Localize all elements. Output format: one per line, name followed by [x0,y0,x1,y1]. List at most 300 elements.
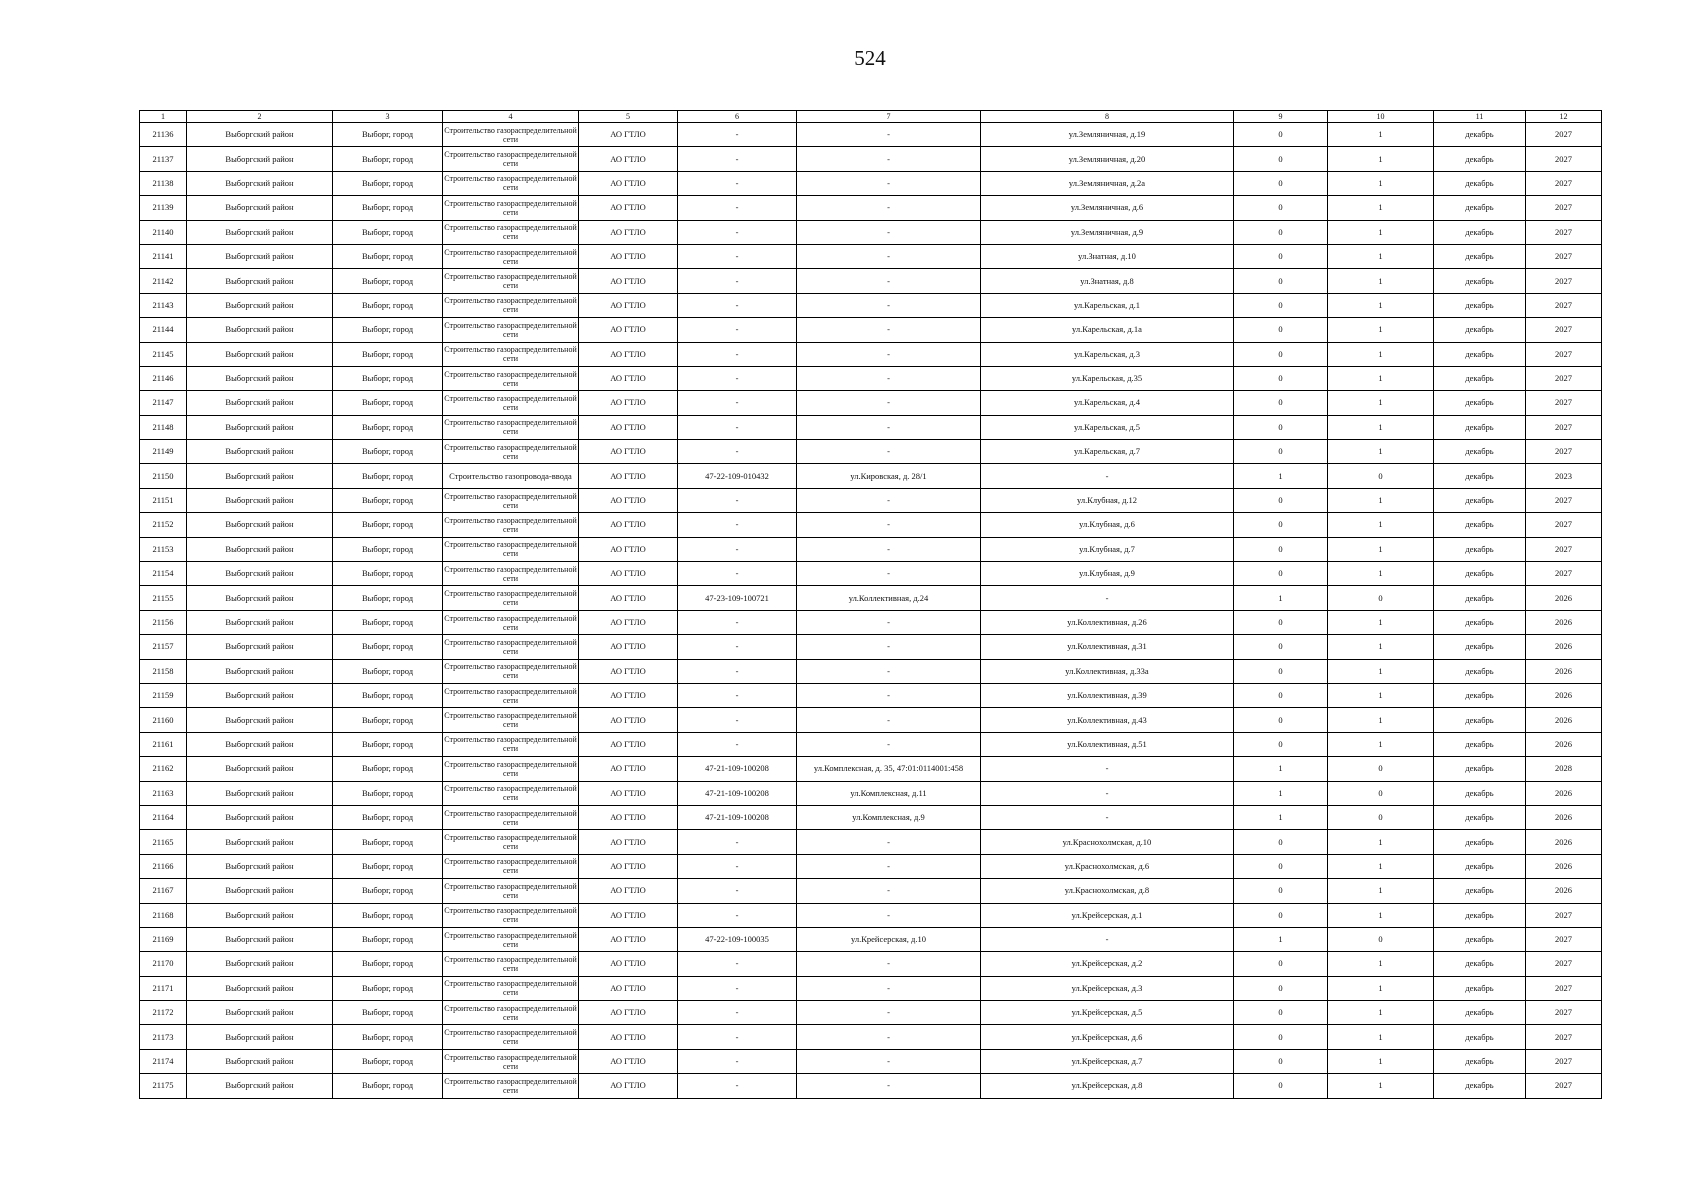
table-cell: ул.Земляничная, д.19 [981,123,1234,147]
table-row [140,635,1602,659]
table-cell: 2027 [1526,976,1602,1000]
table-cell: декабрь [1434,244,1526,268]
table-cell: 0 [1234,391,1328,415]
table-cell: АО ГТЛО [579,147,678,171]
table-cell: АО ГТЛО [579,952,678,976]
table-cell: Строительство газораспределительной сети [443,952,579,976]
table-cell: 21170 [140,952,187,976]
table-cell: 21167 [140,879,187,903]
table-cell: 2027 [1526,196,1602,220]
table-cell: Выборгский район [187,683,333,707]
column-header: 3 [333,111,443,123]
table-cell: АО ГТЛО [579,220,678,244]
table-cell: Выборг, город [333,610,443,634]
table-cell: Строительство газораспределительной сети [443,171,579,195]
table-cell: - [797,683,981,707]
table-cell: 0 [1234,635,1328,659]
table-cell: 0 [1328,805,1434,829]
table-cell: 21145 [140,342,187,366]
table-row [140,830,1602,854]
table-cell: Строительство газораспределительной сети [443,440,579,464]
table-cell: АО ГТЛО [579,318,678,342]
table-cell: - [797,415,981,439]
table-cell: 0 [1234,683,1328,707]
table-row [140,366,1602,390]
table-cell: Выборгский район [187,464,333,488]
table-cell: декабрь [1434,854,1526,878]
table-cell: Выборгский район [187,123,333,147]
table-cell: 21158 [140,659,187,683]
table-cell: Выборгский район [187,757,333,781]
table-cell: Строительство газораспределительной сети [443,732,579,756]
table-cell: - [797,610,981,634]
table-cell: - [797,879,981,903]
table-cell: Выборг, город [333,879,443,903]
table-cell: ул.Карельская, д.5 [981,415,1234,439]
table-cell: - [797,537,981,561]
table-cell: Выборгский район [187,659,333,683]
table-cell: декабрь [1434,318,1526,342]
table-cell: АО ГТЛО [579,879,678,903]
table-cell: Выборгский район [187,976,333,1000]
table-cell: 1 [1328,659,1434,683]
table-row [140,318,1602,342]
table-cell: 1 [1328,830,1434,854]
table-cell: декабрь [1434,123,1526,147]
table-row [140,659,1602,683]
table-row [140,123,1602,147]
table-cell: АО ГТЛО [579,757,678,781]
table-cell: АО ГТЛО [579,269,678,293]
table-cell: Строительство газораспределительной сети [443,781,579,805]
table-cell: АО ГТЛО [579,391,678,415]
table-cell: - [678,952,797,976]
table-cell: Строительство газораспределительной сети [443,147,579,171]
table-cell: АО ГТЛО [579,464,678,488]
table-cell: Выборгский район [187,440,333,464]
table-cell: декабрь [1434,391,1526,415]
table-cell: Выборг, город [333,635,443,659]
table-row [140,220,1602,244]
table-row [140,708,1602,732]
table-cell: Выборг, город [333,415,443,439]
column-header: 1 [140,111,187,123]
table-cell: Выборгский район [187,805,333,829]
table-cell: - [797,952,981,976]
table-cell: 2026 [1526,854,1602,878]
table-cell: 47-23-109-100721 [678,586,797,610]
table-cell: 0 [1234,610,1328,634]
table-cell: Выборгский район [187,244,333,268]
table-cell: Выборг, город [333,562,443,586]
table-row [140,1074,1602,1098]
table-cell: 0 [1234,659,1328,683]
table-cell: Строительство газораспределительной сети [443,879,579,903]
table-cell: Выборгский район [187,415,333,439]
table-cell: - [797,659,981,683]
table-cell: Строительство газопровода-ввода [443,464,579,488]
table-cell: декабрь [1434,171,1526,195]
table-cell: АО ГТЛО [579,610,678,634]
table-cell: - [678,1001,797,1025]
table-cell: 1 [1328,440,1434,464]
table-cell: 21147 [140,391,187,415]
table-cell: Выборг, город [333,732,443,756]
table-cell: 1 [1328,562,1434,586]
table-cell: ул.Крейсерская, д.7 [981,1049,1234,1073]
table-cell: 1 [1328,610,1434,634]
table-cell: - [797,513,981,537]
table-cell: 0 [1234,171,1328,195]
column-header: 8 [981,111,1234,123]
column-header: 2 [187,111,333,123]
table-cell: 2023 [1526,464,1602,488]
table-cell: Выборгский район [187,537,333,561]
table-row [140,1025,1602,1049]
table-cell: 1 [1328,196,1434,220]
table-cell: Выборгский район [187,293,333,317]
table-cell: 2027 [1526,318,1602,342]
table-cell: 2027 [1526,391,1602,415]
table-cell: 21141 [140,244,187,268]
table-cell: 2026 [1526,610,1602,634]
table-cell: 1 [1328,269,1434,293]
table-cell: 21143 [140,293,187,317]
table-row [140,586,1602,610]
table-cell: АО ГТЛО [579,1074,678,1098]
table-cell: АО ГТЛО [579,171,678,195]
table-cell: ул.Карельская, д.4 [981,391,1234,415]
table-cell: - [797,854,981,878]
table-cell: 1 [1328,903,1434,927]
table-row [140,610,1602,634]
table-cell: 1 [1328,220,1434,244]
table-row [140,854,1602,878]
table-cell: - [797,269,981,293]
table-cell: декабрь [1434,513,1526,537]
table-cell: Выборгский район [187,171,333,195]
table-cell: - [678,366,797,390]
table-cell: 0 [1234,1074,1328,1098]
table-cell: декабрь [1434,1049,1526,1073]
table-cell: ул.Крейсерская, д.10 [797,927,981,951]
table-cell: - [678,659,797,683]
table-cell: 1 [1328,1074,1434,1098]
table-cell: ул.Крейсерская, д.1 [981,903,1234,927]
table-cell: ул.Кировская, д. 28/1 [797,464,981,488]
column-header: 5 [579,111,678,123]
table-row [140,293,1602,317]
table-cell: Строительство газораспределительной сети [443,854,579,878]
table-cell: - [797,196,981,220]
table-cell: ул.Комплексная, д.9 [797,805,981,829]
table-row [140,537,1602,561]
table-cell: ул.Клубная, д.12 [981,488,1234,512]
table-cell: 2027 [1526,952,1602,976]
column-header: 7 [797,111,981,123]
table-cell: Строительство газораспределительной сети [443,537,579,561]
table-cell: 0 [1234,1049,1328,1073]
table-cell: 2027 [1526,293,1602,317]
table-cell: ул.Краснохолмская, д.8 [981,879,1234,903]
table-row [140,976,1602,1000]
table-cell: Выборг, город [333,366,443,390]
table-cell: 0 [1234,1001,1328,1025]
table-cell: Выборг, город [333,513,443,537]
table-cell: 1 [1234,927,1328,951]
table-cell: ул.Клубная, д.6 [981,513,1234,537]
table-cell: 0 [1328,464,1434,488]
table-cell: Выборгский район [187,488,333,512]
table-row [140,927,1602,951]
table-cell: 1 [1328,366,1434,390]
table-cell: 2027 [1526,562,1602,586]
table-cell: - [678,440,797,464]
table-cell: 0 [1234,830,1328,854]
table-cell: 0 [1234,488,1328,512]
table-cell: ул.Карельская, д.1а [981,318,1234,342]
table-cell: Строительство газораспределительной сети [443,903,579,927]
table-cell: АО ГТЛО [579,537,678,561]
table-cell: 0 [1234,732,1328,756]
table-cell: 21140 [140,220,187,244]
table-cell: АО ГТЛО [579,1025,678,1049]
table-cell: 1 [1328,1049,1434,1073]
table-cell: декабрь [1434,220,1526,244]
table-cell: 1 [1328,635,1434,659]
table-cell: 21169 [140,927,187,951]
table-cell: ул.Земляничная, д.20 [981,147,1234,171]
table-cell: 0 [1234,147,1328,171]
table-cell: Выборгский район [187,269,333,293]
table-cell: 21148 [140,415,187,439]
table-cell: Выборгский район [187,318,333,342]
table-cell: Строительство газораспределительной сети [443,1001,579,1025]
table-cell: 1 [1328,147,1434,171]
table-cell: 1 [1328,537,1434,561]
table-cell: Строительство газораспределительной сети [443,659,579,683]
table-cell: 0 [1234,537,1328,561]
table-cell: ул.Крейсерская, д.3 [981,976,1234,1000]
table-cell: 1 [1234,757,1328,781]
table-cell: Строительство газораспределительной сети [443,513,579,537]
table-cell: 0 [1328,927,1434,951]
table-row [140,879,1602,903]
table-cell: 1 [1328,1001,1434,1025]
table-cell: 0 [1234,854,1328,878]
table-cell: декабрь [1434,586,1526,610]
table-cell: декабрь [1434,196,1526,220]
table-cell: ул.Коллективная, д.39 [981,683,1234,707]
table-cell: 21174 [140,1049,187,1073]
table-cell: - [678,244,797,268]
table-cell: Выборгский район [187,147,333,171]
table-cell: 0 [1234,318,1328,342]
table-row [140,244,1602,268]
table-cell: ул.Краснохолмская, д.6 [981,854,1234,878]
table-cell: 21150 [140,464,187,488]
table-cell: АО ГТЛО [579,683,678,707]
table-cell: Выборг, город [333,1074,443,1098]
table-cell: - [678,196,797,220]
table-cell: 1 [1328,708,1434,732]
table-cell: 21164 [140,805,187,829]
table-cell: 2027 [1526,123,1602,147]
table-cell: ул.Коллективная, д.26 [981,610,1234,634]
table-cell: АО ГТЛО [579,903,678,927]
table-cell: Выборгский район [187,513,333,537]
table-row [140,1049,1602,1073]
table-cell: - [678,683,797,707]
table-cell: 0 [1234,440,1328,464]
table-cell: - [981,464,1234,488]
table-cell: 1 [1328,488,1434,512]
table-cell: 1 [1328,123,1434,147]
table-cell: - [797,220,981,244]
table-cell: 0 [1234,293,1328,317]
table-cell: 0 [1234,415,1328,439]
table-header-row [140,111,1602,123]
table-cell: Выборг, город [333,659,443,683]
table-cell: декабрь [1434,1025,1526,1049]
table-cell: - [797,318,981,342]
table-cell: декабрь [1434,366,1526,390]
table-cell: - [678,1025,797,1049]
table-cell: - [678,123,797,147]
table-cell: Строительство газораспределительной сети [443,293,579,317]
table-cell: 2028 [1526,757,1602,781]
table-cell: Выборг, город [333,464,443,488]
table-cell: 2027 [1526,366,1602,390]
table-cell: Выборг, город [333,147,443,171]
table-cell: декабрь [1434,635,1526,659]
table-cell: 0 [1234,123,1328,147]
table-cell: Строительство газораспределительной сети [443,488,579,512]
table-cell: 21163 [140,781,187,805]
table-cell: 21144 [140,318,187,342]
table-cell: 21160 [140,708,187,732]
table-cell: Строительство газораспределительной сети [443,586,579,610]
table-row [140,781,1602,805]
table-cell: 1 [1328,683,1434,707]
table-cell: 2027 [1526,342,1602,366]
table-cell: декабрь [1434,147,1526,171]
table-cell: 2027 [1526,1049,1602,1073]
table-cell: Выборг, город [333,854,443,878]
table-cell: декабрь [1434,781,1526,805]
table-cell: Строительство газораспределительной сети [443,927,579,951]
table-cell: 47-22-109-010432 [678,464,797,488]
data-table [139,110,1602,1099]
table-cell: декабрь [1434,293,1526,317]
table-cell: 21168 [140,903,187,927]
table-cell: - [678,220,797,244]
table-cell: 21137 [140,147,187,171]
table-cell: ул.Знатная, д.8 [981,269,1234,293]
table-cell: - [678,293,797,317]
table-cell: ул.Карельская, д.3 [981,342,1234,366]
table-cell: 1 [1328,342,1434,366]
table-cell: 1 [1328,415,1434,439]
table-cell: Выборгский район [187,366,333,390]
table-row [140,683,1602,707]
table-cell: АО ГТЛО [579,1001,678,1025]
table-cell: Выборг, город [333,903,443,927]
table-cell: 21156 [140,610,187,634]
table-cell: 2027 [1526,147,1602,171]
table-cell: - [797,976,981,1000]
table-cell: АО ГТЛО [579,708,678,732]
table-cell: Выборгский район [187,732,333,756]
table-cell: 21159 [140,683,187,707]
table-cell: 21142 [140,269,187,293]
table-cell: 2026 [1526,586,1602,610]
table-cell: Выборгский район [187,220,333,244]
table-cell: ул.Клубная, д.9 [981,562,1234,586]
table-row [140,732,1602,756]
table-cell: АО ГТЛО [579,293,678,317]
table-cell: Выборгский район [187,1049,333,1073]
table-cell: 2027 [1526,927,1602,951]
table-cell: ул.Земляничная, д.2а [981,171,1234,195]
table-cell: Строительство газораспределительной сети [443,123,579,147]
table-cell: 1 [1328,952,1434,976]
table-cell: 21173 [140,1025,187,1049]
table-cell: 2026 [1526,708,1602,732]
table-cell: декабрь [1434,342,1526,366]
table-cell: АО ГТЛО [579,342,678,366]
table-cell: 0 [1234,366,1328,390]
table-cell: 0 [1234,244,1328,268]
table-cell: 1 [1328,879,1434,903]
table-cell: декабрь [1434,757,1526,781]
table-row [140,147,1602,171]
table-cell: 47-22-109-100035 [678,927,797,951]
table-cell: Выборг, город [333,708,443,732]
table-row [140,269,1602,293]
table-cell: Выборгский район [187,196,333,220]
table-cell: 0 [1234,513,1328,537]
table-cell: 47-21-109-100208 [678,757,797,781]
table-cell: - [797,1074,981,1098]
table-cell: 47-21-109-100208 [678,781,797,805]
table-cell: - [797,342,981,366]
table-cell: Строительство газораспределительной сети [443,562,579,586]
table-cell: АО ГТЛО [579,440,678,464]
table-cell: АО ГТЛО [579,562,678,586]
table-cell: декабрь [1434,805,1526,829]
table-cell: 0 [1234,269,1328,293]
table-cell: 1 [1328,244,1434,268]
table-cell: декабрь [1434,562,1526,586]
table-row [140,342,1602,366]
table-cell: Выборг, город [333,171,443,195]
table-cell: Выборгский район [187,927,333,951]
table-cell: декабрь [1434,952,1526,976]
table-cell: ул.Крейсерская, д.6 [981,1025,1234,1049]
table-cell: 1 [1328,732,1434,756]
table-cell: 2026 [1526,830,1602,854]
table-row [140,415,1602,439]
table-cell: Строительство газораспределительной сети [443,1049,579,1073]
table-cell: - [678,1074,797,1098]
table-cell: ул.Коллективная, д.51 [981,732,1234,756]
table-cell: - [981,586,1234,610]
table-cell: Выборгский район [187,610,333,634]
table-cell: 2027 [1526,1025,1602,1049]
table-cell: ул.Знатная, д.10 [981,244,1234,268]
table-cell: 0 [1234,879,1328,903]
